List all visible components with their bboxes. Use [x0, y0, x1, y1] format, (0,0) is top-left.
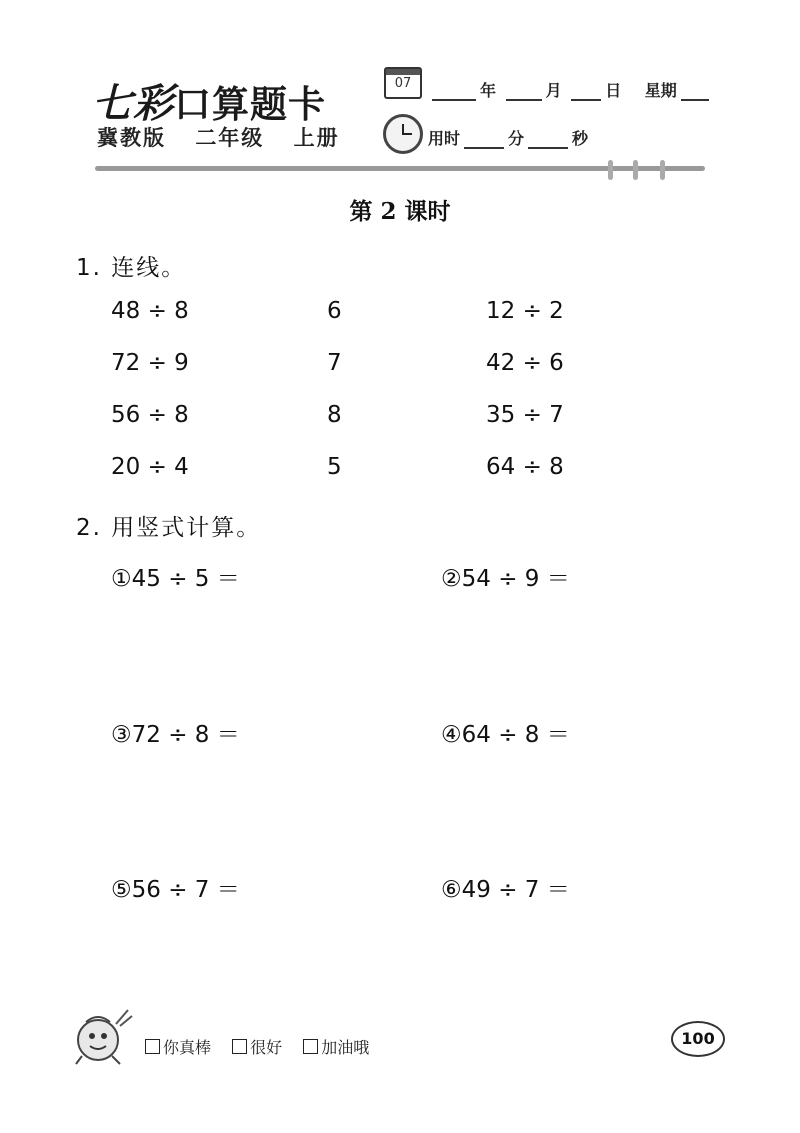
day-label: 日: [605, 81, 622, 100]
binder-ring-icon: [633, 160, 638, 180]
right-expression[interactable]: 64 ÷ 8: [486, 454, 564, 480]
date-line: [428, 78, 713, 101]
calendar-icon: [384, 67, 422, 99]
binder-ring-icon: [608, 160, 613, 180]
check-label: 很好: [250, 1038, 283, 1057]
left-expression[interactable]: 72 ÷ 9: [111, 350, 189, 376]
self-evaluation: [145, 1035, 385, 1058]
division-problem: ⑤56 ÷ 7 ＝: [111, 877, 240, 903]
middle-number[interactable]: 7: [327, 350, 342, 376]
checkbox-icon[interactable]: [145, 1039, 160, 1054]
minutes-blank[interactable]: [464, 131, 504, 149]
weekday-label: 星期: [644, 81, 677, 100]
division-problem: ②54 ÷ 9 ＝: [441, 566, 570, 592]
left-expression[interactable]: 56 ÷ 8: [111, 402, 189, 428]
time-used-label: 用时: [428, 129, 461, 148]
grade-label: 二年级: [195, 126, 265, 150]
weekday-blank[interactable]: [681, 83, 709, 101]
check-label: 加油哦: [321, 1038, 370, 1057]
left-expression[interactable]: 20 ÷ 4: [111, 454, 189, 480]
division-problem: ③72 ÷ 8 ＝: [111, 722, 240, 748]
division-problem: ①45 ÷ 5 ＝: [111, 566, 240, 592]
edition-line: [97, 122, 360, 152]
mascot-icon: [72, 1006, 136, 1068]
seconds-label: 秒: [572, 129, 589, 148]
left-expression[interactable]: 48 ÷ 8: [111, 298, 189, 324]
time-line: [428, 126, 588, 149]
day-blank[interactable]: [571, 83, 601, 101]
page-number: 100: [671, 1021, 725, 1057]
check-label: 你真棒: [163, 1038, 212, 1057]
middle-number[interactable]: 8: [327, 402, 342, 428]
middle-number[interactable]: 5: [327, 454, 342, 480]
clock-icon: [383, 114, 423, 154]
edition-label: 冀教版: [97, 126, 166, 150]
check-item[interactable]: [145, 1038, 211, 1057]
minutes-label: 分: [508, 129, 525, 148]
brand-title-rest: 口算题卡: [174, 82, 326, 126]
middle-number[interactable]: 6: [327, 298, 342, 324]
checkbox-icon[interactable]: [232, 1039, 247, 1054]
volume-label: 上册: [293, 126, 340, 150]
brand-title-lead: 七彩: [92, 80, 174, 127]
year-label: 年: [480, 81, 497, 100]
question-1-title: 1. 连线。: [76, 255, 187, 281]
question-2-title: 2. 用竖式计算。: [76, 515, 262, 541]
check-item[interactable]: [232, 1038, 282, 1057]
seconds-blank[interactable]: [528, 131, 568, 149]
brand-title: [92, 72, 326, 129]
division-problem: ⑥49 ÷ 7 ＝: [441, 877, 570, 903]
right-expression[interactable]: 12 ÷ 2: [486, 298, 564, 324]
calendar-number: 07: [394, 76, 412, 91]
right-expression[interactable]: 42 ÷ 6: [486, 350, 564, 376]
right-expression[interactable]: 35 ÷ 7: [486, 402, 564, 428]
month-label: 月: [545, 81, 562, 100]
checkbox-icon[interactable]: [303, 1039, 318, 1054]
division-problem: ④64 ÷ 8 ＝: [441, 722, 570, 748]
year-blank[interactable]: [432, 83, 476, 101]
binder-ring-icon: [660, 160, 665, 180]
lesson-title: 第 2 课时: [349, 198, 451, 225]
check-item[interactable]: [303, 1038, 369, 1057]
header-divider: [95, 166, 705, 171]
month-blank[interactable]: [506, 83, 542, 101]
